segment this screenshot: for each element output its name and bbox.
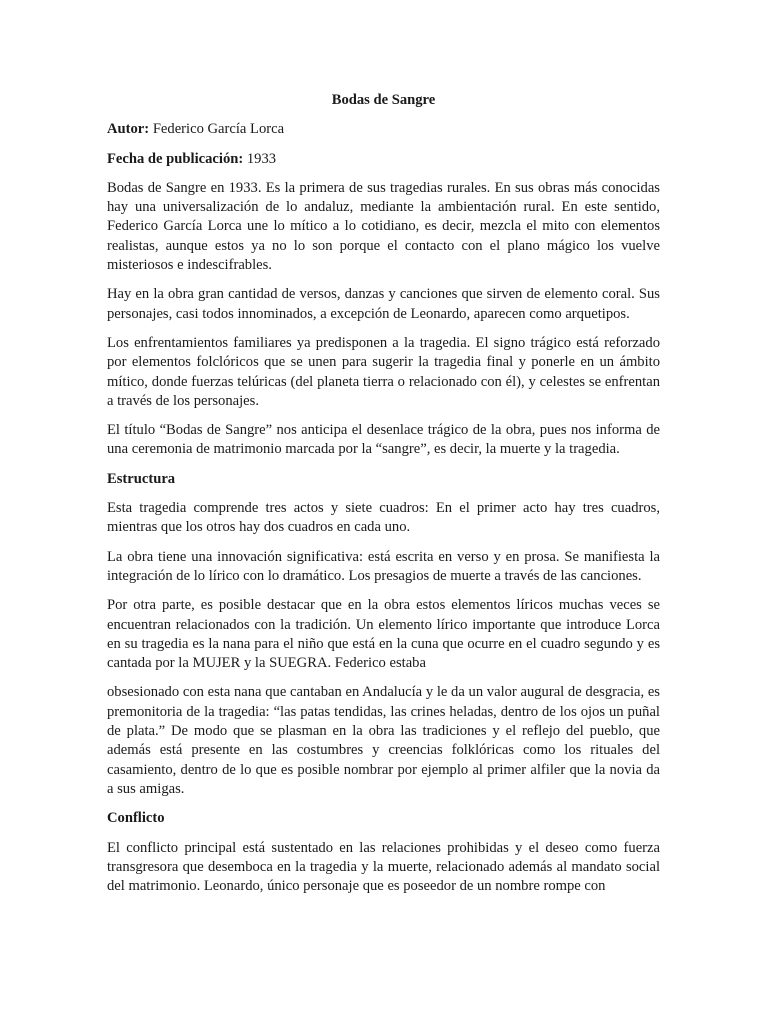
publication-date-label: Fecha de publicación: xyxy=(107,150,244,167)
author-label: Autor: xyxy=(107,121,150,138)
intro-paragraph: Los enfrentamientos familiares ya predisponen a la tragedia. El signo trágico está reforzado por elementos folclóricos que se unen para sugerir la tragedia final y ponerle en un ámbito mítico, donde fuerzas telúricas (del planeta tierra o relacionado con él), y celestes se enfrentan a través de los personajes. xyxy=(107,334,660,409)
structure-paragraph: La obra tiene una innovación significativa: está escrita en verso y en prosa. Se manifiesta la integración de lo lírico con lo dramático. Los presagios de muerte a través de las canciones. xyxy=(107,548,660,584)
author-line xyxy=(107,120,660,139)
conflict-heading: Conflicto xyxy=(107,810,165,827)
author-name: Federico García Lorca xyxy=(152,121,285,138)
document-title: Bodas de Sangre xyxy=(331,92,436,108)
structure-paragraph: Por otra parte, es posible destacar que en la obra estos elementos líricos muchas veces se encuentran relacionados con la tradición. Un elemento lírico importante que introduce Lorca en su tragedia es la nana para el niño que está en la cuna que ocurre en el cuadro segundo y es cantada por la MUJER y la SUEGRA. Federico estaba xyxy=(107,597,660,672)
structure-paragraph: Esta tragedia comprende tres actos y siete cuadros: En el primer acto hay tres cuadros, mientras que los otros hay dos cuadros en cada uno. xyxy=(107,500,660,536)
conflict-paragraph: El conflicto principal está sustentado en las relaciones prohibidas y el deseo como fuerza transgresora que desemboca en la tragedia y la muerte, relacionado además al mandato social del matrimonio. Leonardo, único personaje que es poseedor de un nombre rompe con xyxy=(107,839,660,895)
intro-paragraph: Bodas de Sangre en 1933. Es la primera de sus tragedias rurales. En sus obras más conocidas hay una universalización de lo andaluz, mediante la ambientación rural. En este sentido, Federico García Lorca une lo mítico a lo cotidiano, es decir, mezcla el mito con elementos realistas, aunque estos ya no lo son porque el contacto con el plano mágico los vuelve misteriosos e indescifrables. xyxy=(107,179,660,274)
document-page xyxy=(107,91,660,896)
intro-paragraph: Hay en la obra gran cantidad de versos, danzas y canciones que sirven de elemento coral. Sus personajes, casi todos innominados, a excepción de Leonardo, aparecen como arquetipos. xyxy=(107,286,660,322)
publication-date: 1933 xyxy=(246,150,277,167)
publication-date-line xyxy=(107,150,660,169)
structure-heading: Estructura xyxy=(107,470,176,487)
structure-paragraph: obsesionado con esta nana que cantaban en Andalucía y le da un valor augural de desgracia, es premonitoria de la tragedia: “las patas tendidas, las crines heladas, dentro de los ojos un puñal de plata.” De modo que se plasman en la obra las tradiciones y el reflejo del pueblo, que además está presente en las costumbres y creencias folklóricas como los rituales del casamiento, dentro de lo que es posible nombrar por ejemplo al primer alfiler que la novia da a sus amigas. xyxy=(107,684,660,797)
intro-paragraph: El título “Bodas de Sangre” nos anticipa el desenlace trágico de la obra, pues nos informa de una ceremonia de matrimonio marcada por la “sangre”, es decir, la muerte y la tragedia. xyxy=(107,422,660,458)
